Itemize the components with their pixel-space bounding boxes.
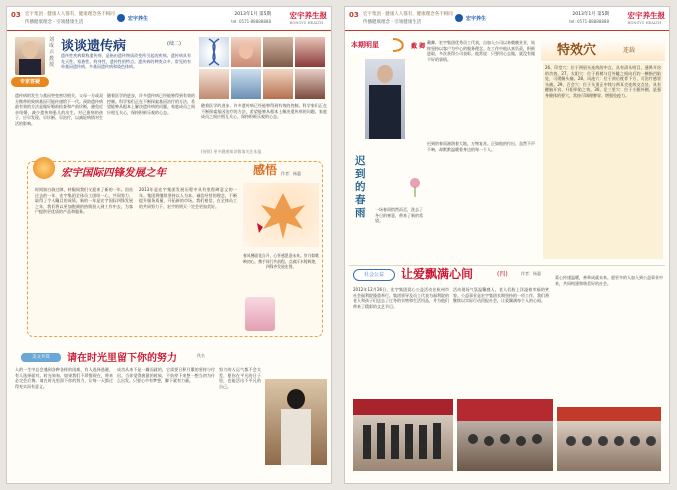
page-header: [7, 7, 331, 31]
brand-logo-icon: [455, 14, 463, 22]
profile-col1: 戴卿，宏宇集团优秀员工代表，自加入公司以来兢兢业业，始终坚持以客户为中心的服务理念。在工作中他认真负责，积极进取，多次获得公司表彰。他常说：只要用心去做，就没有做不好的事情。: [427, 40, 535, 62]
event-photo-audience: [557, 407, 661, 471]
maple-leaf-illustration: [243, 183, 319, 247]
phone: tel: 0571-88888888: [231, 19, 271, 24]
issue-date: 2013年1月 第5期: [234, 12, 271, 17]
phone: tel: 0571-88888888: [569, 19, 609, 24]
page-number: 03: [11, 11, 21, 19]
expert-portrait: [15, 37, 45, 75]
left-page: [6, 6, 332, 484]
toddler-photo: [263, 69, 293, 99]
woman-photo: [265, 379, 327, 465]
event-photo-group: [353, 399, 453, 471]
charity-col2: 活动现场气氛温馨感人，老人们脸上洋溢着幸福的笑容。公益事业是宏宇集团长期坚持的一项工作，我们将继续以实际行动回报社会，让爱飘满每个人的心间。: [453, 287, 549, 304]
child-photo: [231, 37, 261, 67]
dna-helix-photo: [199, 37, 229, 67]
event-photo-stage: [457, 399, 553, 471]
infant-photo: [263, 37, 293, 67]
newborn-photo: [199, 69, 229, 99]
issue-date: 2013年1月 第5期: [572, 12, 609, 17]
header-tagline: 传播健康理念 · 引领健康生活: [363, 20, 422, 25]
page-header: [345, 7, 669, 31]
staff-name: 戴 卿: [411, 43, 426, 50]
charity-author: 作者：杨惠: [521, 271, 541, 276]
article-subtitle: (续二): [167, 41, 181, 47]
charity-title: 让爱飘满心间: [401, 267, 474, 281]
article-body-col2: 随着医学的进步，许多遗传病已经能够得到有效的控制。科学家们正在不断探索基因治疗的方法，希望能够从根本上解决遗传病的问题。家庭成员之间应相互关心，保持积极乐观的心态。: [107, 93, 195, 115]
chromosome-photo: [231, 69, 261, 99]
flower-icon: [405, 175, 425, 197]
masthead: 宏宇养生报 HONGYU HEALTH: [289, 11, 327, 25]
profile-col3: 一场春雨悄然而至，洗去了冬日的寒意，带来了新的希望。: [375, 207, 423, 224]
staff-portrait: [365, 59, 405, 139]
logo-text: 宏宇养生: [128, 16, 149, 22]
charity-badge: 社会公益: [353, 269, 395, 281]
article-caption: (待续) 更多健康知识敬请关注本报: [201, 149, 262, 154]
brand-logo-icon: [117, 14, 125, 22]
right-page: [344, 6, 670, 484]
article-body-col3: 随着医学的进步，许多遗传病已经能够得到有效的控制。科学家们正在不断探索基因治疗的方法，希望能够从根本上解决遗传病的问题。家庭成员之间应相互关心，保持积极乐观的心态。: [201, 103, 327, 120]
header-kicker: 宏宇集团 · 健康人人都有，健康理念各不相同: [25, 12, 115, 17]
festival-title: 宏宇国际四锋发展之年: [61, 167, 166, 179]
poem-author: 作者：杨惠: [281, 171, 301, 176]
essay-col2: 成功从来不是一蹴而就的，它需要日积月累的坚持与付出。当你觉得疲惫的时候，不妨停下来想一想当初为什么出发。只要心中有梦想，脚下就有力量。: [117, 367, 215, 384]
essay-title: 请在时光里留下你的努力: [67, 353, 177, 364]
header-kicker: 宏宇集团 · 健康人人都有，健康理念各不相同: [363, 12, 453, 17]
effects-header: 特效穴 连载: [541, 37, 665, 61]
logo-text: 宏宇养生: [466, 16, 487, 22]
masthead: 宏宇养生报 HONGYU HEALTH: [627, 11, 665, 25]
charity-col3: 爱心传递温暖，善举成就未来。愿更多的人加入到公益事业中来，共同构建和谐美好的社会。: [555, 275, 663, 286]
festival-col2: 2013年是宏宇集团发展历程中具有里程碑意义的一年。集团将继续坚持以人为本、诚信经营的理念，不断提升服务质量，开拓新的市场。我们相信，在全体员工的共同努力下，宏宇的明天一定会更加美好。: [139, 187, 237, 209]
expert-name: 刘 成 云 教 授: [49, 37, 55, 68]
poem-text: 春风拂面花自开，心怀感恩迎未来。岁月如歌映初心，携手同行共前程。点滴汗水铸辉煌，四锋齐发展宏图。: [243, 253, 319, 270]
parent-photo: [295, 69, 325, 99]
poem-title: 感悟: [253, 163, 278, 177]
header-tagline: 传播健康理念 · 引领健康生活: [25, 20, 84, 25]
leaf-icon: [243, 183, 319, 247]
essay-author: 佚名: [197, 353, 205, 358]
girl-illustration: [245, 297, 275, 331]
family-photo: [295, 37, 325, 67]
article-title: 谈谈遗传病: [61, 39, 127, 54]
section-divider: [349, 265, 665, 266]
sun-icon: [33, 157, 55, 179]
star-badge: 本期明星: [349, 37, 409, 53]
charity-subtitle: (四): [497, 271, 508, 278]
page-number: 03: [349, 11, 359, 19]
festival-col1: 时间如白驹过隙，转眼间我们又迎来了新的一年。回首过去的一年，宏宇集团全体员工团结一心，共同努力，取得了令人瞩目的成绩。新的一年是宏宇国际四锋发展之年，我们将以更加饱满的热情投入到工作中去，为客户提供更优质的产品和服务。: [35, 187, 133, 215]
poem-vertical-title: 迟 到 的 春 雨: [355, 155, 366, 219]
effects-body: 26、印堂穴：位于两眉头连线的中点，具有清头明目、通鼻开窍的功效。27、太阳穴：位于眉梢与目外眦之间向后约一横指凹陷处，可缓解头痛。28、风池穴：位于颈后枕骨下方，可治疗感冒头痛。29、百会穴：位于头顶正中线与两耳尖连线交点处，具有醒脑开窍、升阳举陷之效。30、足三里穴：位于小腿外侧，是强身健体的要穴，常按可调理脾胃、增强免疫力。: [543, 63, 663, 259]
expert-badge: 专家答疑: [11, 77, 49, 87]
essay-col3: 努力的人运气都不会太差，愿你在平凡的日子里，也能活出不平凡的自己。: [219, 367, 261, 389]
charity-col1: 2012年12月26日，宏宇集团爱心公益活动在杭州市社会福利院隆重举行。集团领导及员工代表为福利院的老人和孩子们送去了过冬的衣物和生活用品，并为他们带来了精彩的文艺节目。: [353, 287, 449, 309]
essay-col1: 人的一生中总会遇到各种各样的困难，有人选择逃避，有人选择面对。时光匆匆，如果我们不珍惜现在，将来必定会后悔。请在时光里留下你的努力，让每一天都过得充实而有意义。: [15, 367, 113, 389]
dna-icon: [199, 37, 229, 67]
article-body-col1: 遗传病的发生与基因突变密切相关，父母一方或双方携带的致病基因可能传递给下一代。预防遗传病最有效的方法是做好婚前检查和产前诊断，避免近亲结婚，减少遗传病患儿的出生。对已患病的孩子，应早发现、早诊断、早治疗，以减轻病情对生活的影响。: [15, 93, 103, 126]
article-lead: 遗传性疾病简称遗传病，是指由遗传物质改变所引起的疾病。遗传病具有先天性、家族性、终身性、遗传性的特点。遗传病的种类众多，常见的有单基因遗传病、多基因遗传病和染色体病。: [61, 53, 191, 70]
essay-badge: 美文共赏: [21, 353, 61, 362]
profile-col2: 迟到的春雨滋润着大地，万物复苏。正如他的付出，虽然不声不响，却默默温暖着身边的每一个人。: [427, 141, 535, 152]
